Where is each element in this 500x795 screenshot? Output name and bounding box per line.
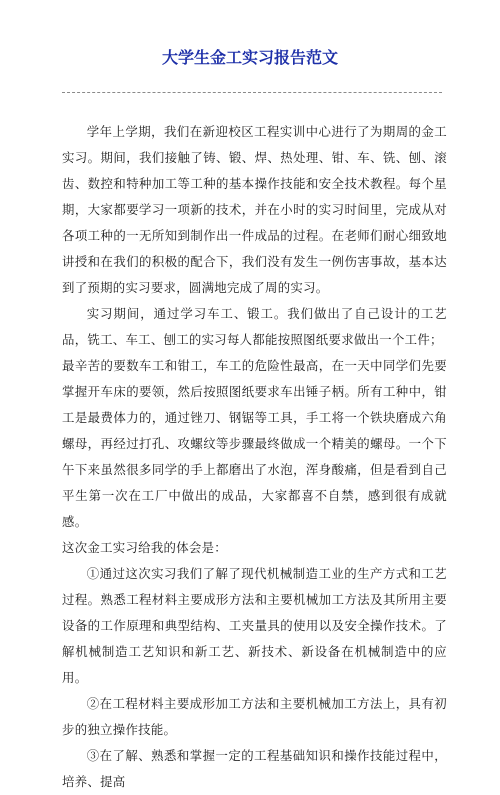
paragraph-point-3: ③在了解、熟悉和掌握一定的工程基础知识和操作技能过程中，培养、提高	[62, 748, 447, 789]
paragraph-hardest-work: 最辛苦的要数车工和钳工，车工的危险性最高，在一天中同学们先要掌握开车床的要领，然后按照图纸要求车出锤子柄。所有工种中，钳工是最费体力的，通过锉刀、钢锯等工具，手工将一个铁块磨成六角螺母，再经过打孔、攻螺纹等步骤最终做成一个精美的螺母。一个下午下来虽然很多同学的手上都磨出了水泡，浑身酸痛，但是看到自己平生第一次在工厂中做出的成品，大家都喜不自禁，感到很有成就感。	[62, 358, 447, 529]
document-body	[62, 119, 447, 795]
paragraph-intro: 学年上学期，我们在新迎校区工程实训中心进行了为期周的金工实习。期间，我们接触了铸、锻、焊、热处理、钳、车、铣、刨、滚齿、数控和特种加工等工种的基本操作技能和安全技术教程。每个星期，大家都要学习一项新的技术，并在小时的实习时间里，完成从对各项工种的一无所知到制作出一件成品的过程。在老师们耐心细致地讲授和在我们的积极的配合下，我们没有发生一例伤害事故，基本达到了预期的实习要求，圆满地完成了周的实习。	[62, 124, 447, 295]
paragraph-point-1: ①通过这次实习我们了解了现代机械制造工业的生产方式和工艺过程。熟悉工程材料主要成形方法和主要机械加工方法及其所用主要设备的工作原理和典型结构、工夹量具的使用以及安全操作技术。了解机械制造工艺知识和新工艺、新技术、新设备在机械制造中的应用。	[62, 566, 447, 685]
title-divider	[62, 92, 442, 93]
paragraph-experience-heading: 这次金工实习给我的体会是：	[62, 540, 227, 555]
paragraph-point-2: ②在工程材料主要成形加工方法和主要机械加工方法上，具有初步的独立操作技能。	[62, 696, 447, 737]
document-title: 大学生金工实习报告范文	[161, 48, 338, 67]
paragraph-practice: 实习期间，通过学习车工、锻工。我们做出了自己设计的工艺品，铣工、车工、刨工的实习每人都能按照图纸要求做出一个工件；	[62, 306, 447, 347]
